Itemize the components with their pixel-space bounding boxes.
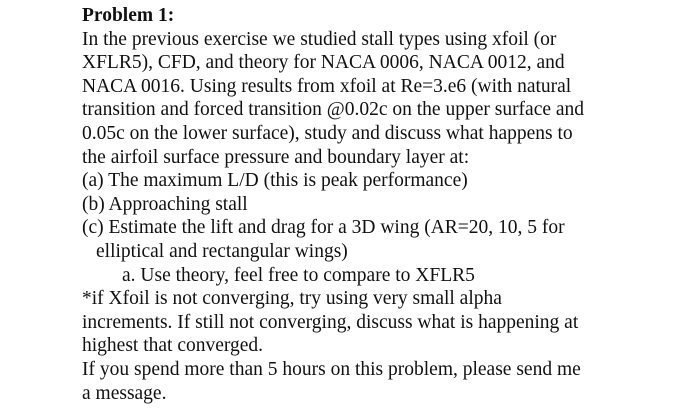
closing-line: a message. [82, 382, 167, 404]
problem-closing [82, 358, 692, 405]
problem-items [82, 169, 692, 287]
intro-line: NACA 0016. Using results from xfoil at Re=3.e6 (with natural [82, 75, 572, 97]
item-a: (a) The maximum L/D (this is peak performance) [82, 170, 468, 192]
problem-document [82, 4, 692, 405]
intro-line: 0.05c on the lower surface), study and discuss what happens to [82, 122, 573, 144]
problem-intro [82, 28, 692, 170]
note-line: *if Xfoil is not converging, try using very small alpha [82, 288, 502, 310]
intro-line: XFLR5), CFD, and theory for NACA 0006, NACA 0012, and [82, 52, 565, 74]
problem-note [82, 287, 692, 358]
note-line: increments. If still not converging, discuss what is happening at [82, 311, 579, 333]
intro-line: In the previous exercise we studied stall types using xfoil (or [82, 28, 557, 50]
item-c-subitem-a: a. Use theory, feel free to compare to XFLR5 [122, 264, 475, 286]
item-c: (c) Estimate the lift and drag for a 3D wing (AR=20, 10, 5 for [82, 217, 565, 239]
problem-title: Problem 1: [82, 5, 175, 26]
item-c-continuation: elliptical and rectangular wings) [96, 240, 348, 262]
intro-line: transition and forced transition @0.02c on the upper surface and [82, 99, 585, 121]
closing-line: If you spend more than 5 hours on this problem, please send me [82, 358, 581, 380]
intro-line: the airfoil surface pressure and boundary layer at: [82, 146, 470, 168]
note-line: highest that converged. [82, 335, 264, 357]
item-b: (b) Approaching stall [82, 193, 248, 215]
